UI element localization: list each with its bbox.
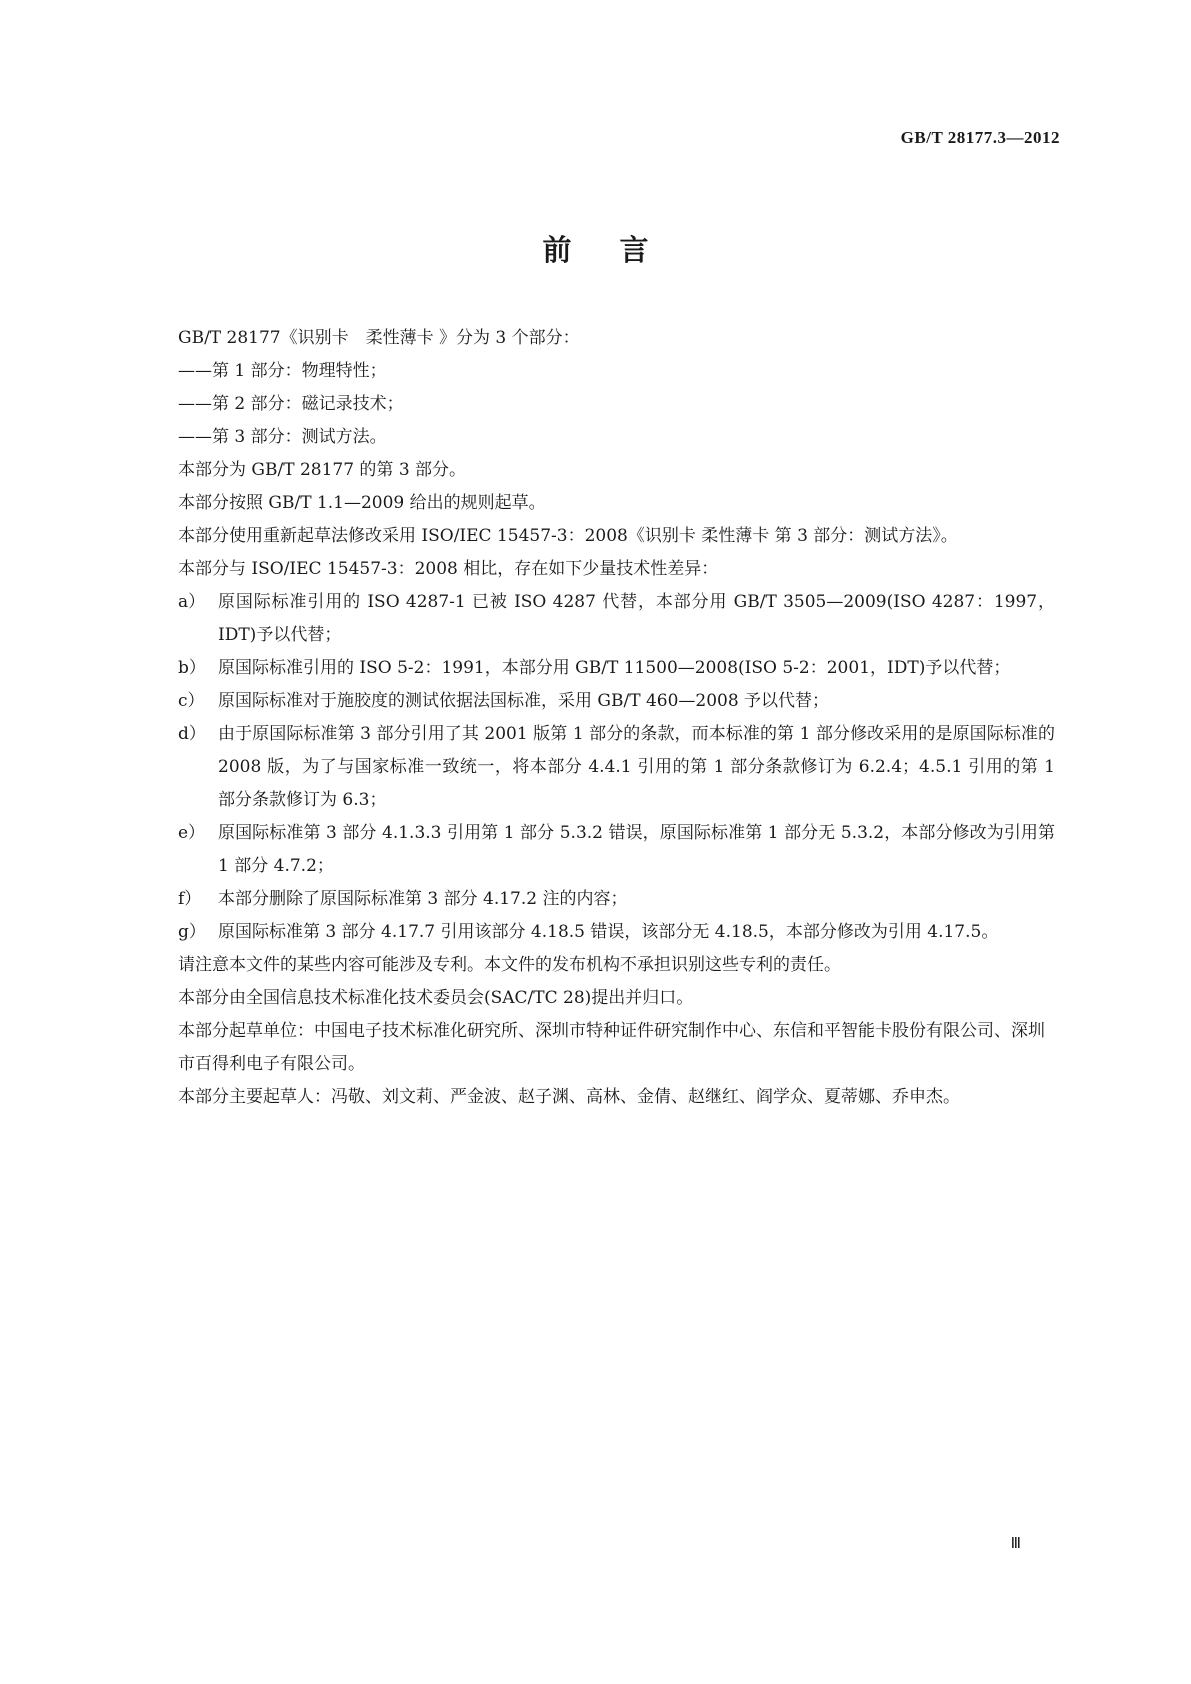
page-title: 前言 [542,233,697,267]
difference-item [178,817,1055,883]
body-paragraph: 本部分为 GB/T 28177 的第 3 部分。 [178,460,467,480]
difference-item [178,718,1055,817]
proposer-paragraph: 本部分由全国信息技术标准化技术委员会(SAC/TC 28)提出并归口。 [178,988,694,1008]
difference-label: e） [178,823,206,843]
part-list-item: ——第 1 部分：物理特性； [178,361,387,381]
difference-label: d） [178,724,206,744]
drafters: 本部分主要起草人：冯敬、刘文莉、严金波、赵子渊、高林、金倩、赵继红、阎学众、夏蒂娜、乔申杰。 [178,1087,960,1107]
difference-text: 由于原国际标准第 3 部分引用了其 2001 版第 1 部分的条款，而本标准的第 1 部分修改采用的是原国际标准的 2008 版，为了与国家标准一致统一，将本部分 4.4.1 引用的第 1 部分条款修订为 6.2.4；4.5.1 引用的第 1 部分条款修订为 6.3； [218,724,1055,810]
difference-label: c） [178,691,205,711]
difference-item [178,652,1055,685]
difference-label: b） [178,658,206,678]
difference-label: f） [178,889,202,909]
intro-paragraph: GB/T 28177《识别卡 柔性薄卡 》分为 3 个部分： [178,328,580,348]
difference-label: g） [178,922,206,942]
difference-text: 原国际标准对于施胶度的测试依据法国标准，采用 GB/T 460—2008 予以代替； [218,691,830,711]
difference-item [178,685,1055,718]
document-code: GB/T 28177.3—2012 [900,128,1060,147]
body-paragraph: 本部分使用重新起草法修改采用 ISO/IEC 15457-3：2008《识别卡 柔性薄卡 第 3 部分：测试方法》。 [178,526,958,546]
patent-notice: 请注意本文件的某些内容可能涉及专利。本文件的发布机构不承担识别这些专利的责任。 [178,955,841,975]
page-number: Ⅲ [1010,1536,1021,1552]
drafting-units: 本部分起草单位：中国电子技术标准化研究所、深圳市特种证件研究制作中心、东信和平智能卡股份有限公司、深圳市百得利电子有限公司。 [178,1021,1045,1074]
body-paragraph: 本部分与 ISO/IEC 15457-3：2008 相比，存在如下少量技术性差异： [178,559,719,579]
body-paragraph: 本部分按照 GB/T 1.1—2009 给出的规则起草。 [178,493,546,513]
difference-item [178,883,1055,916]
part-list-item: ——第 2 部分：磁记录技术； [178,394,404,414]
difference-text: 原国际标准第 3 部分 4.17.7 引用该部分 4.18.5 错误，该部分无 4.18.5，本部分修改为引用 4.17.5。 [218,922,999,942]
difference-label: a） [178,592,206,612]
difference-text: 原国际标准第 3 部分 4.1.3.3 引用第 1 部分 5.3.2 错误，原国际标准第 1 部分无 5.3.2，本部分修改为引用第 1 部分 4.7.2； [218,823,1055,876]
difference-text: 原国际标准引用的 ISO 4287-1 已被 ISO 4287 代替，本部分用 GB/T 3505—2009(ISO 4287：1997，IDT)予以代替； [218,592,1055,645]
difference-text: 本部分删除了原国际标准第 3 部分 4.17.2 注的内容； [218,889,628,909]
difference-item [178,586,1055,652]
difference-item [178,916,1055,949]
part-list-item: ——第 3 部分：测试方法。 [178,427,387,447]
difference-text: 原国际标准引用的 ISO 5-2：1991，本部分用 GB/T 11500—2008(ISO 5-2：2001，IDT)予以代替； [218,658,1011,678]
foreword-body [178,322,1055,1114]
